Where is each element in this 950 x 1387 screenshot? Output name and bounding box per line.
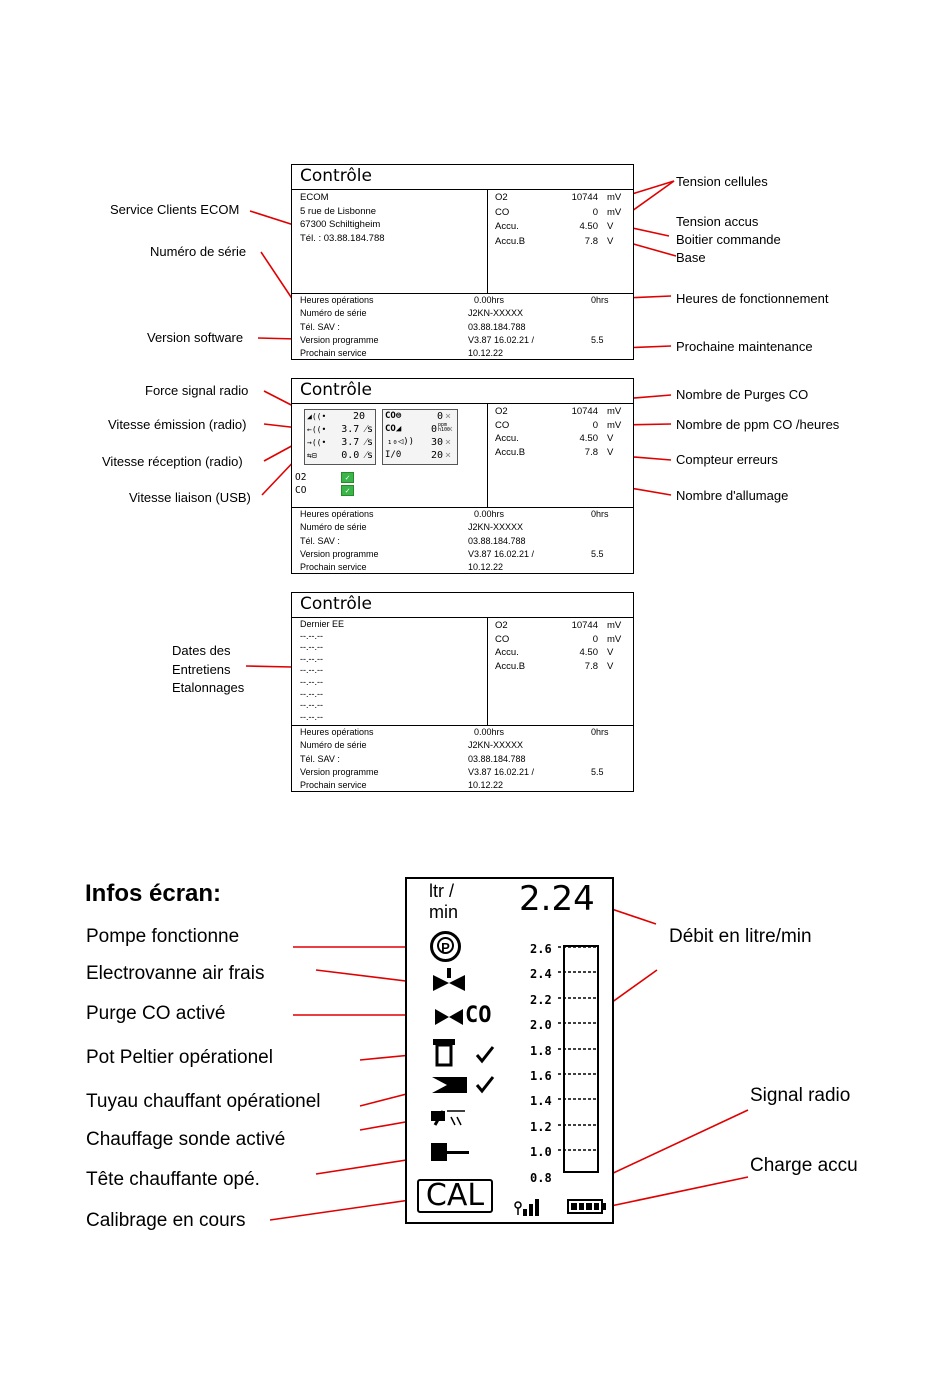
info-table	[300, 726, 630, 792]
voltage-readings	[495, 619, 630, 673]
info-table	[300, 508, 630, 574]
emit-speed-value: 3.7 ⁄s	[341, 424, 373, 435]
info-value: 03.88.184.788	[468, 321, 526, 332]
scale-tick: 1.2	[530, 1119, 552, 1134]
label-line: Dates des	[172, 643, 231, 658]
panel-title: Contrôle	[300, 380, 372, 400]
clear-icon: ×	[445, 437, 452, 448]
label-version-software: Version software	[147, 330, 244, 345]
reading-value: 7.8	[584, 235, 598, 247]
label-purge-co: Purge CO activé	[86, 1003, 226, 1024]
reading-name: O2	[495, 406, 508, 417]
panel-title: Contrôle	[300, 594, 372, 614]
reading-unit: mV	[607, 620, 622, 631]
reading-name: CO	[495, 633, 510, 645]
purge-co-label: CO	[465, 1003, 492, 1028]
scale-tick: 1.0	[530, 1145, 552, 1160]
label-tension-accus: Tension accus	[676, 214, 759, 229]
reading-value: 4.50	[579, 221, 598, 232]
reading-value: 10744	[571, 620, 598, 631]
pump-icon: P	[430, 931, 461, 962]
label-purges-co: Nombre de Purges CO	[676, 387, 809, 402]
reading-unit: V	[607, 660, 614, 672]
scale-tick: 2.2	[530, 992, 552, 1007]
reading-value: 0	[592, 633, 598, 645]
date-entry: --.--.--	[300, 700, 323, 711]
reading-name: O2	[495, 192, 508, 203]
info-label: Prochain service	[300, 562, 367, 573]
sensor-label: CO	[295, 485, 307, 496]
counter-label: CO	[385, 424, 396, 434]
info-extra: 5.5	[591, 334, 604, 345]
info-label: Version programme	[300, 766, 379, 777]
info-label: Tél. SAV :	[300, 535, 340, 546]
reading-unit: V	[607, 235, 614, 247]
info-label: Numéro de série	[300, 308, 367, 319]
label-heures-fonctionnement: Heures de fonctionnement	[676, 291, 829, 306]
info-label: Heures opérations	[300, 295, 374, 305]
date-entry: --.--.--	[300, 665, 323, 676]
reading-name: Accu.B	[495, 446, 526, 458]
label-boitier-commande: Boitier commande	[676, 232, 781, 247]
ignition-icon: I/0	[385, 450, 402, 460]
flow-value: 2.24	[519, 879, 595, 919]
reading-name: Accu.	[495, 647, 519, 658]
receive-speed-value: 3.7 ⁄s	[341, 437, 373, 448]
label-dates-entretiens	[172, 642, 244, 698]
error-speaker-icon: ₁₀◁))	[387, 437, 415, 447]
label-tete-chauffante: Tête chauffante opé.	[86, 1169, 260, 1190]
reading-value: 7.8	[584, 446, 598, 458]
check-icon: ✓	[341, 472, 354, 483]
reading-unit: mV	[607, 192, 622, 203]
ppm-unit: ppm h100	[438, 422, 451, 433]
address-line: 5 rue de Lisbonne	[300, 205, 377, 217]
info-label: Version programme	[300, 334, 379, 345]
panel-controle-2	[291, 378, 634, 574]
date-entry: --.--.--	[300, 653, 323, 664]
info-value: V3.87 16.02.21 /	[468, 548, 535, 559]
date-entry: --.--.--	[300, 711, 323, 722]
label-electrovanne: Electrovanne air frais	[86, 963, 265, 984]
usb-speed-value: 0.0 ⁄s	[341, 450, 373, 461]
info-extra: 0hrs	[591, 295, 609, 305]
info-extra: 0hrs	[591, 727, 609, 737]
clear-icon: ×	[445, 411, 452, 422]
reading-name: Accu.	[495, 433, 519, 444]
label-line: Etalonnages	[172, 680, 245, 695]
label-numero-serie: Numéro de série	[150, 244, 247, 259]
voltage-readings	[495, 191, 630, 249]
purge-count-value: 0	[436, 411, 443, 422]
maintenance-dates	[300, 619, 344, 723]
flow-unit-top: ltr /	[429, 881, 454, 901]
label-tuyau-chauffant: Tuyau chauffant opérationel	[86, 1091, 321, 1112]
reading-value: 4.50	[579, 647, 598, 658]
label-line: Entretiens	[172, 661, 231, 677]
scale-tick: 2.6	[530, 942, 552, 956]
label-tension-cellules: Tension cellules	[676, 174, 768, 189]
cal-label: CAL	[425, 1178, 485, 1213]
date-entry: --.--.--	[300, 630, 323, 641]
usb-link-icon: ⇆⊟	[307, 451, 317, 460]
reading-unit: mV	[607, 633, 622, 645]
info-label: Prochain service	[300, 780, 367, 791]
reading-value: 4.50	[579, 433, 598, 444]
battery-icon	[567, 1199, 603, 1214]
ignition-count-value: 20	[430, 450, 443, 461]
label-chauffage-sonde: Chauffage sonde activé	[86, 1129, 286, 1150]
label-force-signal: Force signal radio	[145, 383, 249, 398]
info-value: 10.12.22	[468, 562, 504, 573]
panel-controle-3	[291, 592, 634, 792]
co-ppm-icon: CO◢	[385, 424, 402, 434]
scale-tick: 0.8	[530, 1170, 552, 1185]
reading-unit: V	[607, 433, 614, 444]
info-value: 03.88.184.788	[468, 753, 526, 764]
label-debit: Débit en litre/min	[669, 926, 812, 947]
label-compteur-erreurs: Compteur erreurs	[676, 452, 778, 467]
scale-tick: 1.8	[530, 1043, 552, 1058]
radio-strength-icon: ◢((•	[307, 412, 327, 421]
date-entry: --.--.--	[300, 676, 323, 687]
battery-tip	[603, 1203, 606, 1210]
label-ppm-co-heures: Nombre de ppm CO /heures	[676, 417, 840, 432]
label-pot-peltier: Pot Peltier opérationel	[86, 1047, 273, 1068]
reading-name: Accu.B	[495, 660, 526, 672]
reading-unit: V	[607, 446, 614, 458]
infos-ecran-title: Infos écran:	[85, 880, 222, 907]
reading-name: CO	[495, 419, 510, 431]
info-label: Version programme	[300, 548, 379, 559]
label-nombre-allumage: Nombre d'allumage	[676, 488, 789, 503]
info-label: Tél. SAV :	[300, 753, 340, 764]
info-value: V3.87 16.02.21 /	[468, 766, 535, 777]
co-purge-icon: CO⊜	[385, 411, 402, 421]
dates-header: Dernier EE	[300, 619, 345, 629]
info-label: Heures opérations	[300, 727, 374, 737]
counter-label: CO	[385, 411, 396, 421]
phone-line: Tél. : 03.88.184.788	[300, 232, 385, 244]
clear-icon: ×	[445, 450, 452, 461]
date-entry: --.--.--	[300, 688, 323, 699]
reading-unit: V	[607, 221, 614, 232]
signal-strength-value: 20	[352, 411, 365, 422]
ppm-hours-value: 0	[430, 424, 437, 435]
reading-value: 7.8	[584, 660, 598, 672]
reading-unit: mV	[607, 406, 622, 417]
reading-value: 10744	[571, 406, 598, 417]
label-calibrage: Calibrage en cours	[86, 1210, 246, 1231]
sensor-label: O2	[295, 472, 307, 483]
scale-tick: 2.0	[530, 1018, 552, 1033]
info-value: V3.87 16.02.21 /	[468, 334, 535, 345]
reading-name: CO	[495, 206, 510, 218]
info-extra: 5.5	[591, 548, 604, 559]
info-value: 10.12.22	[468, 348, 504, 359]
label-pompe: Pompe fonctionne	[86, 926, 240, 947]
reading-unit: V	[607, 647, 614, 658]
info-value: 0.00hrs	[474, 295, 505, 305]
info-extra: 5.5	[591, 766, 604, 777]
radio-emit-icon: ←((•	[307, 425, 327, 434]
check-icon: ✓	[341, 485, 354, 496]
clear-icon: ×	[447, 424, 454, 435]
label-vitesse-reception: Vitesse réception (radio)	[102, 454, 243, 469]
scale-tick: 2.4	[530, 967, 552, 982]
reading-name: Accu.B	[495, 235, 526, 247]
flow-unit-bottom: min	[429, 902, 459, 922]
flow-scale-dashes	[407, 879, 612, 1222]
error-count-value: 30	[430, 437, 443, 448]
label-signal-radio: Signal radio	[750, 1085, 851, 1106]
info-label: Heures opérations	[300, 509, 374, 519]
info-value: 10.12.22	[468, 780, 504, 791]
reading-unit: mV	[607, 206, 622, 218]
info-value: J2KN-XXXXX	[468, 308, 524, 319]
voltage-readings	[495, 405, 630, 459]
reading-name: O2	[495, 620, 508, 631]
panel-controle-1	[291, 164, 634, 360]
reading-value: 0	[592, 206, 598, 218]
reading-unit: mV	[607, 419, 622, 431]
scale-tick: 1.6	[530, 1069, 552, 1084]
reading-value: 10744	[571, 192, 598, 203]
info-value: J2KN-XXXXX	[468, 522, 524, 533]
info-table	[300, 294, 630, 360]
lcd-display	[405, 877, 614, 1224]
reading-value: 0	[592, 419, 598, 431]
radio-signal-box	[304, 409, 376, 465]
label-prochaine-maintenance: Prochaine maintenance	[676, 339, 813, 354]
info-label: Tél. SAV :	[300, 321, 340, 332]
service-clients-block	[300, 191, 385, 245]
info-value: 03.88.184.788	[468, 535, 526, 546]
info-value: J2KN-XXXXX	[468, 740, 524, 751]
label-base: Base	[676, 250, 706, 265]
info-label: Numéro de série	[300, 522, 367, 533]
date-entry: --.--.--	[300, 642, 323, 653]
radio-receive-icon: →((•	[307, 438, 327, 447]
reading-name: Accu.	[495, 221, 519, 232]
company-name: ECOM	[300, 192, 329, 203]
label-charge-accu: Charge accu	[750, 1155, 858, 1176]
counters-box	[382, 409, 458, 465]
info-extra: 0hrs	[591, 509, 609, 519]
info-value: 0.00hrs	[474, 727, 505, 737]
info-value: 0.00hrs	[474, 509, 505, 519]
info-label: Prochain service	[300, 348, 367, 359]
label-vitesse-emission: Vitesse émission (radio)	[108, 417, 247, 432]
label-vitesse-liaison: Vitesse liaison (USB)	[129, 490, 251, 505]
scale-tick: 1.4	[530, 1094, 552, 1109]
info-label: Numéro de série	[300, 740, 367, 751]
calibration-indicator	[417, 1179, 493, 1213]
sensor-status	[295, 471, 354, 497]
city-line: 67300 Schiltigheim	[300, 219, 381, 230]
label-service-clients: Service Clients ECOM	[110, 202, 240, 217]
panel-title: Contrôle	[300, 166, 372, 186]
